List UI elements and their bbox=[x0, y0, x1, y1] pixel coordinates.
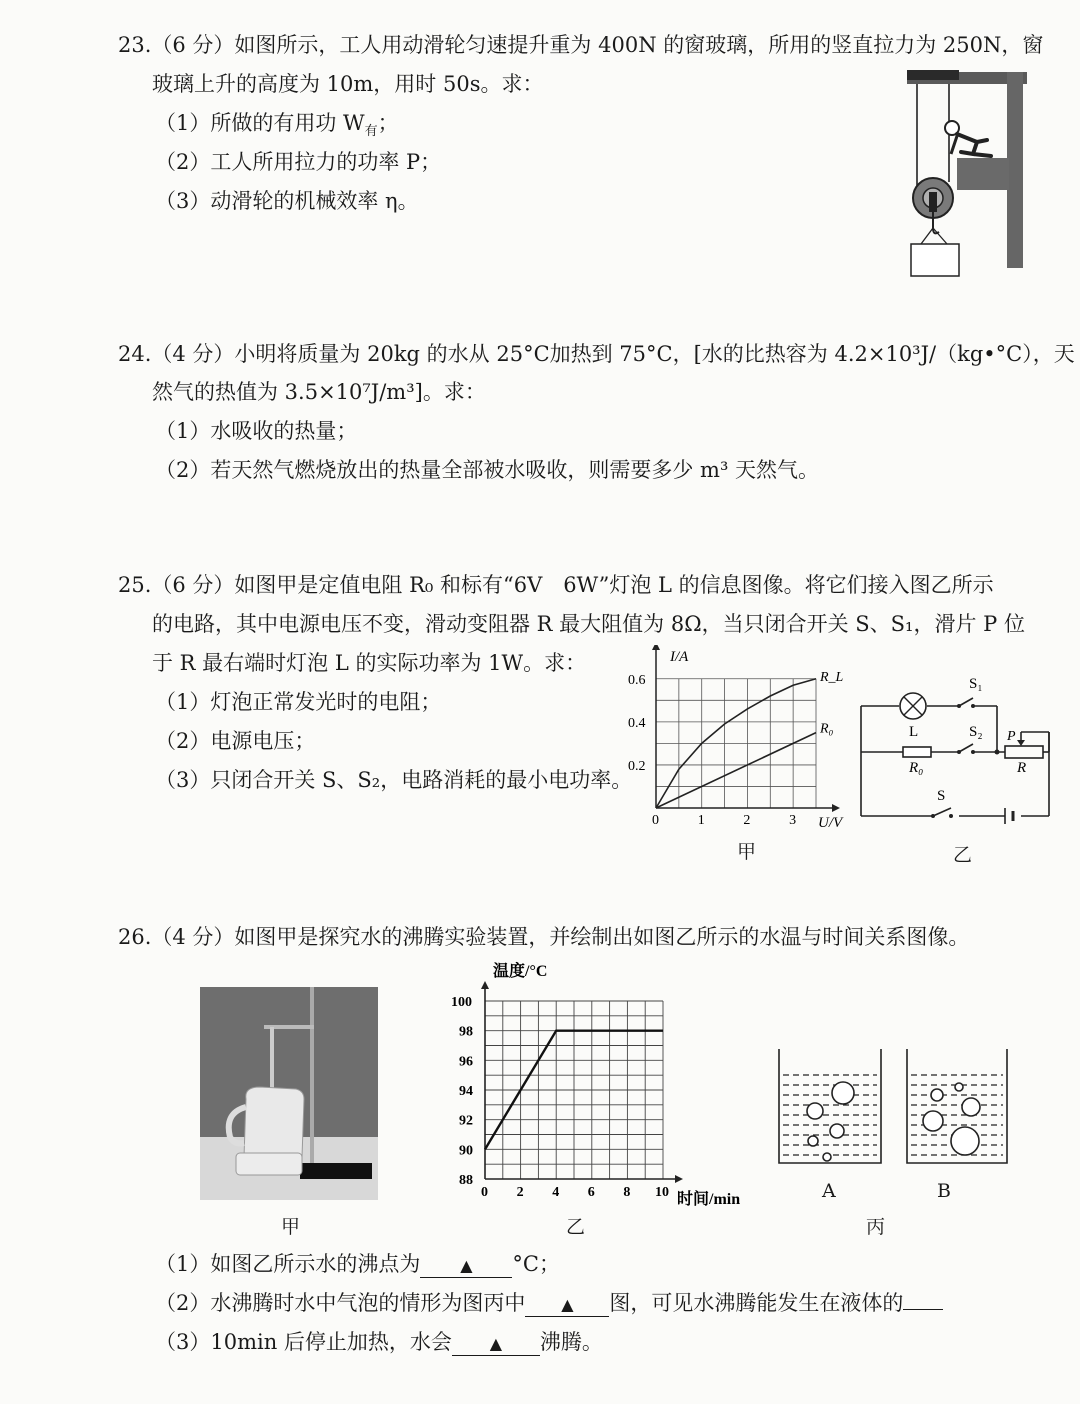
series-label-rl: R_L bbox=[820, 669, 844, 685]
y-tick-label: 92 bbox=[459, 1113, 473, 1129]
q25-sub1: （1）灯泡正常发光时的电阻； bbox=[155, 690, 442, 714]
q26-fig-jia-caption: 甲 bbox=[281, 1216, 301, 1238]
y-tick-label: 90 bbox=[459, 1143, 473, 1159]
iu-chart-ylabel: I/A bbox=[670, 649, 689, 665]
boiling-apparatus-photo bbox=[200, 987, 378, 1200]
q24-sub2: （2）若天然气燃烧放出的热量全部被水吸收，则需要多少 m³ 天然气。 bbox=[155, 458, 820, 482]
label-s2: S₂ bbox=[969, 724, 983, 740]
iu-chart-xlabel: U/V bbox=[818, 815, 843, 831]
temperature-chart-ticks bbox=[451, 995, 669, 1200]
temperature-chart-grid bbox=[485, 1001, 663, 1179]
iu-chart-axes bbox=[652, 645, 840, 812]
q26-fig-bing-caption: 丙 bbox=[866, 1216, 886, 1238]
platform bbox=[957, 158, 1009, 190]
q26-sub1-pre: （1）如图乙所示水的沸点为 bbox=[155, 1252, 421, 1276]
circuit-diagram bbox=[855, 670, 1060, 830]
q26-sub2-pre: （2）水沸腾时水中气泡的情形为图丙中 bbox=[155, 1291, 526, 1315]
x-tick-label: 2 bbox=[743, 813, 751, 828]
glass-load bbox=[911, 244, 959, 276]
resistor-r0 bbox=[903, 747, 931, 757]
q23-sub2: （2）工人所用拉力的功率 P； bbox=[155, 150, 442, 174]
temperature-chart-xlabel: 时间/min bbox=[677, 1191, 741, 1208]
y-axis-arrow bbox=[481, 981, 489, 989]
wall-column bbox=[1007, 72, 1023, 268]
q24-line2: 然气的热值为 3.5×10⁷J/m³]。求： bbox=[152, 380, 486, 404]
q23-sub1-end: ； bbox=[377, 111, 399, 135]
worker-icon bbox=[945, 121, 991, 156]
beaker-a-label: A bbox=[822, 1180, 836, 1202]
q25-line2: 的电路，其中电源电压不变，滑动变阻器 R 最大阻值为 8Ω，当只闭合开关 S、S₁，滑片 P 位 bbox=[152, 612, 1025, 636]
answer-blank-4[interactable]: ▲ bbox=[452, 1333, 540, 1356]
ceiling-bracket bbox=[907, 70, 959, 80]
beakers-figure bbox=[775, 1045, 1015, 1175]
temperature-chart bbox=[445, 956, 760, 1211]
q26-sub3-pre: （3）10min 后停止加热，水会 bbox=[155, 1330, 452, 1354]
q26-sub2-mid: 图，可见水沸腾能发生在液体的 bbox=[609, 1291, 904, 1315]
q26-sub3 bbox=[155, 1327, 603, 1357]
x-tick-label: 2 bbox=[516, 1185, 524, 1200]
iu-chart-series bbox=[656, 670, 844, 808]
beaker-b-label: B bbox=[937, 1180, 951, 1202]
q24-line1: 24.（4 分）小明将质量为 20kg 的水从 25°C加热到 75°C，[水的比热容为 4.2×10³J/（kg•°C），天 bbox=[118, 342, 1075, 366]
q24-sub1: （1）水吸收的热量； bbox=[155, 419, 358, 443]
x-tick-label: 0 bbox=[652, 813, 659, 828]
q23-sub1-text: （1）所做的有用功 W bbox=[155, 111, 365, 135]
q23-sub3: （3）动滑轮的机械效率 η。 bbox=[155, 189, 419, 213]
y-tick-label: 88 bbox=[459, 1173, 473, 1188]
answer-blank-3[interactable] bbox=[903, 1309, 943, 1310]
label-s1: S₁ bbox=[969, 676, 983, 692]
lamp-icon bbox=[900, 693, 926, 719]
q23-sub1-subscript: 有 bbox=[364, 124, 378, 140]
x-tick-label: 6 bbox=[587, 1185, 595, 1200]
y-tick-label: 94 bbox=[459, 1084, 473, 1099]
y-tick-label: 0.2 bbox=[628, 758, 646, 774]
y-tick-label: 100 bbox=[451, 995, 472, 1010]
beaker-a bbox=[779, 1049, 881, 1163]
pulley-figure bbox=[895, 62, 1035, 284]
q25-fig-yi-caption: 乙 bbox=[953, 844, 973, 866]
label-l: L bbox=[909, 724, 919, 740]
q25-line1: 25.（6 分）如图甲是定值电阻 R₀ 和标有“6V 6W”灯泡 L 的信息图像。将它们接入图乙所示 bbox=[118, 573, 994, 597]
y-tick-label: 0.4 bbox=[628, 715, 646, 731]
q25-fig-jia-caption: 甲 bbox=[737, 841, 757, 863]
x-tick-label: 4 bbox=[552, 1185, 560, 1200]
q25-sub2: （2）电源电压； bbox=[155, 729, 316, 753]
q23-line2: 玻璃上升的高度为 10m，用时 50s。求： bbox=[152, 72, 544, 96]
label-s: S bbox=[937, 788, 946, 804]
answer-blank-2[interactable]: ▲ bbox=[525, 1294, 609, 1317]
q26-sub1 bbox=[155, 1249, 560, 1279]
q26-line1: 26.（4 分）如图甲是探究水的沸腾实验装置，并绘制出如图乙所示的水温与时间关系图像。 bbox=[118, 925, 970, 949]
q25-line3: 于 R 最右端时灯泡 L 的实际功率为 1W。求： bbox=[152, 651, 587, 675]
answer-blank-1[interactable]: ▲ bbox=[420, 1255, 512, 1278]
x-axis-arrow bbox=[832, 804, 840, 812]
iu-chart bbox=[620, 645, 855, 835]
q26-fig-yi-caption: 乙 bbox=[566, 1216, 586, 1238]
x-tick-label: 0 bbox=[481, 1185, 488, 1200]
q26-sub1-post: °C； bbox=[512, 1252, 560, 1276]
y-axis-arrow bbox=[652, 645, 660, 650]
temperature-chart-axes bbox=[481, 981, 683, 1183]
temperature-chart-ylabel: 温度/°C bbox=[493, 963, 548, 980]
label-p: P bbox=[1007, 729, 1016, 744]
series-line-r0 bbox=[656, 733, 816, 808]
x-axis-arrow bbox=[675, 1175, 683, 1183]
y-tick-label: 96 bbox=[459, 1054, 473, 1070]
x-tick-label: 8 bbox=[623, 1185, 631, 1200]
q25-sub3: （3）只闭合开关 S、S₂，电路消耗的最小电功率。 bbox=[155, 768, 633, 792]
q26-sub3-post: 沸腾。 bbox=[539, 1330, 603, 1354]
x-tick-label: 1 bbox=[697, 813, 705, 828]
q23-sub1 bbox=[155, 108, 399, 147]
battery-icon bbox=[1005, 808, 1013, 824]
label-r: R bbox=[1017, 760, 1027, 776]
y-tick-label: 0.6 bbox=[628, 672, 646, 688]
x-tick-label: 10 bbox=[655, 1185, 669, 1200]
q26-sub2 bbox=[155, 1288, 943, 1318]
y-tick-label: 98 bbox=[459, 1024, 473, 1040]
series-label-r0: R₀ bbox=[820, 721, 834, 737]
q23-line1: 23.（6 分）如图所示，工人用动滑轮匀速提升重为 400N 的窗玻璃，所用的竖直拉力为 250N，窗 bbox=[118, 33, 1044, 57]
x-tick-label: 3 bbox=[789, 813, 797, 828]
label-r0: R₀ bbox=[909, 760, 924, 776]
